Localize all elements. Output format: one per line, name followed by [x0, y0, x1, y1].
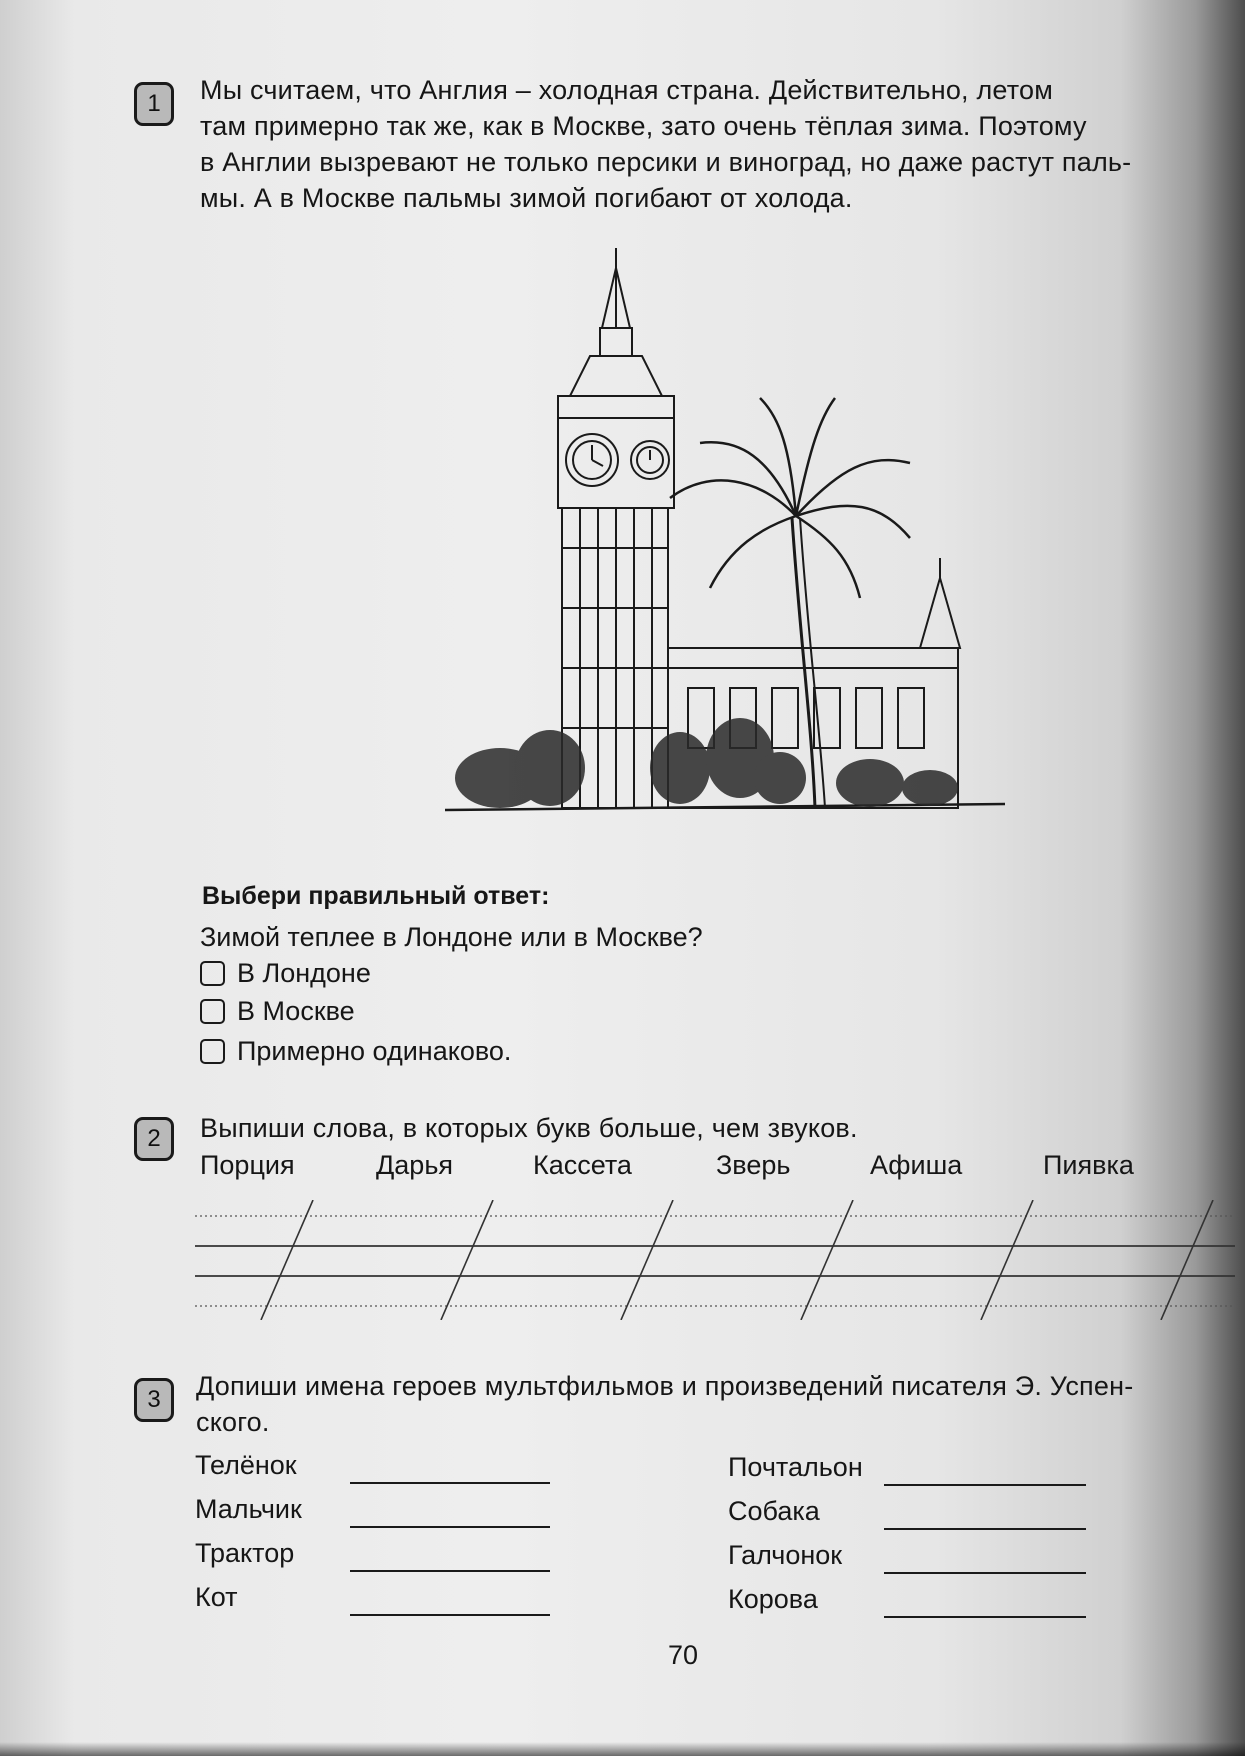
- answer-option: [200, 996, 355, 1027]
- task-3-number-badge: [134, 1378, 174, 1422]
- word-item: Зверь: [716, 1150, 791, 1180]
- word-item: Афиша: [870, 1150, 963, 1180]
- hero-answer-line[interactable]: [884, 1528, 1086, 1530]
- task-1-number: 1: [147, 90, 161, 117]
- task-3-line: ского.: [196, 1407, 270, 1437]
- task-3-line: Допиши имена героев мультфильмов и произведений писателя Э. Успен-: [196, 1371, 1134, 1401]
- hero-label: Галчонок: [728, 1540, 843, 1570]
- word-item: Порция: [200, 1150, 295, 1180]
- task-2-number-badge: [134, 1117, 174, 1161]
- hero-answer-line[interactable]: [884, 1616, 1086, 1618]
- answer-option: [200, 958, 371, 989]
- hero-label: Трактор: [195, 1538, 295, 1568]
- word-item: Дарья: [376, 1150, 454, 1180]
- task-2-text: [200, 1110, 858, 1146]
- task-1-text: [200, 72, 1131, 216]
- word-item: Пиявка: [1043, 1150, 1134, 1180]
- hero-label: Мальчик: [195, 1494, 302, 1524]
- page-number: 70: [668, 1640, 699, 1670]
- answer-option: [200, 1036, 511, 1067]
- task-2-instruction: Выпиши слова, в которых букв больше, чем звуков.: [200, 1113, 858, 1143]
- hero-answer-line[interactable]: [884, 1572, 1086, 1574]
- task-1-line: Мы считаем, что Англия – холодная страна. Действительно, летом: [200, 75, 1053, 105]
- task-1-number-badge: [134, 82, 174, 126]
- word-item: Кассета: [533, 1150, 632, 1180]
- task-1-line: мы. А в Москве пальмы зимой погибают от холода.: [200, 183, 853, 213]
- hero-answer-line[interactable]: [350, 1482, 550, 1484]
- hero-label: Кот: [195, 1582, 238, 1612]
- task-1-heading: Выбери правильный ответ:: [202, 882, 550, 910]
- task-1-line: там примерно так же, как в Москве, зато очень тёплая зима. Поэтому: [200, 111, 1087, 141]
- hero-answer-line[interactable]: [350, 1614, 550, 1616]
- answer-label: В Москве: [237, 996, 355, 1026]
- page-edge-shadow: [0, 1742, 1245, 1756]
- hero-label: Телёнок: [195, 1450, 297, 1480]
- answer-checkbox[interactable]: [200, 1039, 225, 1064]
- hero-answer-line[interactable]: [350, 1526, 550, 1528]
- task-3-text: [196, 1368, 1133, 1440]
- hero-label: Корова: [728, 1584, 818, 1614]
- task-1-line: в Англии вызревают не только персики и виноград, но даже растут паль-: [200, 147, 1132, 177]
- hero-label: Почтальон: [728, 1452, 863, 1482]
- answer-checkbox[interactable]: [200, 999, 225, 1024]
- task-3-number: 3: [147, 1386, 161, 1413]
- handwriting-lines[interactable]: [195, 1200, 1235, 1320]
- hero-answer-line[interactable]: [884, 1484, 1086, 1486]
- task-1-question: Зимой теплее в Лондоне или в Москве?: [200, 922, 703, 952]
- big-ben-palm-illustration: [440, 248, 1010, 828]
- task-2-number: 2: [147, 1125, 161, 1152]
- answer-label: В Лондоне: [237, 958, 371, 988]
- hero-label: Собака: [728, 1496, 820, 1526]
- answer-label: Примерно одинаково.: [237, 1036, 512, 1066]
- answer-checkbox[interactable]: [200, 961, 225, 986]
- hero-answer-line[interactable]: [350, 1570, 550, 1572]
